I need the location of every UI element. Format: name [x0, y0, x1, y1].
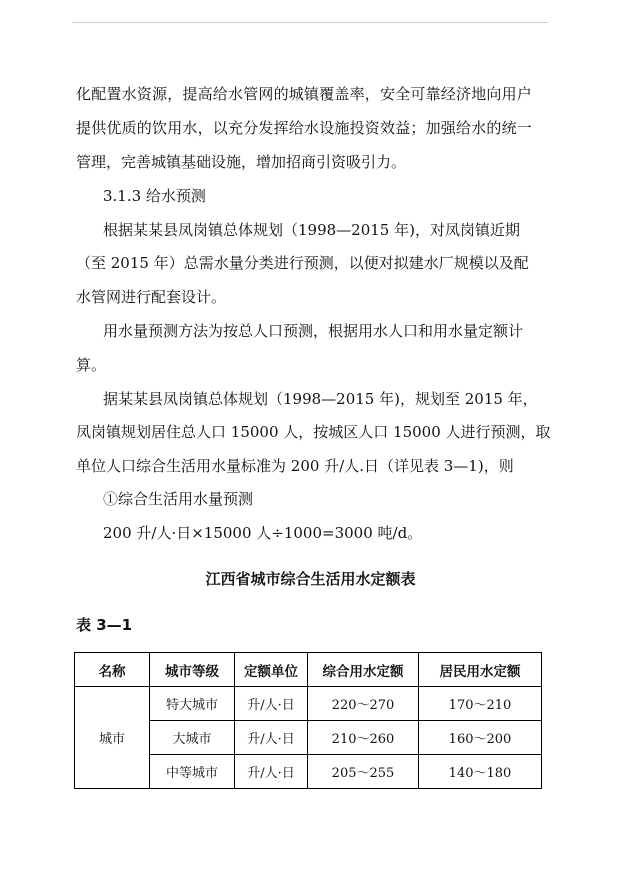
table-row — [75, 687, 542, 721]
paragraph-line: 用水量预测方法为按总人口预测，根据用水人口和用水量定额计 — [103, 322, 524, 340]
table-cell: 大城市 — [150, 721, 235, 755]
paragraph-line: 提供优质的饮用水，以充分发挥给水设施投资效益；加强给水的统一 — [76, 119, 533, 137]
paragraph-line: 化配置水资源，提高给水管网的城镇覆盖率，安全可靠经济地向用户 — [76, 85, 533, 103]
header-cell: 综合用水定额 — [308, 653, 419, 687]
header-cell: 定额单位 — [235, 653, 308, 687]
header-cell: 名称 — [75, 653, 150, 687]
table-cell: 210～260 — [308, 721, 419, 755]
table-cell: 220～270 — [308, 687, 419, 721]
paragraph-line: 据某某县凤岗镇总体规划（1998—2015 年)，规划至 2015 年， — [103, 390, 538, 408]
table-cell: 140～180 — [419, 755, 542, 789]
paragraph-line: 根据某某县凤岗镇总体规划（1998—2015 年)，对凤岗镇近期 — [103, 221, 520, 239]
header-cell: 居民用水定额 — [419, 653, 542, 687]
paragraph-line: 水管网进行配套设计。 — [76, 288, 227, 306]
table-cell: 升/人·日 — [235, 755, 308, 789]
paragraph-line: 凤岗镇规划居住总人口 15000 人，按城区人口 15000 人进行预测，取 — [76, 423, 551, 441]
table-header-row — [75, 653, 542, 687]
group-cell: 城市 — [75, 687, 150, 789]
page-top-rule — [72, 22, 548, 23]
table-cell: 升/人·日 — [235, 721, 308, 755]
table-number: 表 3—1 — [76, 616, 133, 634]
paragraph-line: 单位人口综合生活用水量标准为 200 升/人.日（详见表 3—1)，则 — [76, 457, 514, 475]
table-cell: 205～255 — [308, 755, 419, 789]
paragraph-line: （至 2015 年）总需水量分类进行预测，以便对拟建水厂规模以及配 — [76, 254, 529, 272]
table-title: 江西省城市综合生活用水定额表 — [205, 570, 416, 588]
table-cell: 中等城市 — [150, 755, 235, 789]
table-cell: 170～210 — [419, 687, 542, 721]
paragraph-line: 算。 — [76, 356, 107, 374]
paragraph-line: 管理，完善城镇基础设施，增加招商引资吸引力。 — [76, 153, 407, 171]
table-cell: 特大城市 — [150, 687, 235, 721]
formula-line: 200 升/人·日×15000 人÷1000=3000 吨/d。 — [103, 524, 423, 542]
water-quota-table — [74, 652, 542, 789]
table-cell: 升/人·日 — [235, 687, 308, 721]
list-item: ①综合生活用水量预测 — [103, 490, 254, 508]
section-heading: 3.1.3 给水预测 — [103, 187, 206, 205]
header-cell: 城市等级 — [150, 653, 235, 687]
table-cell: 160～200 — [419, 721, 542, 755]
